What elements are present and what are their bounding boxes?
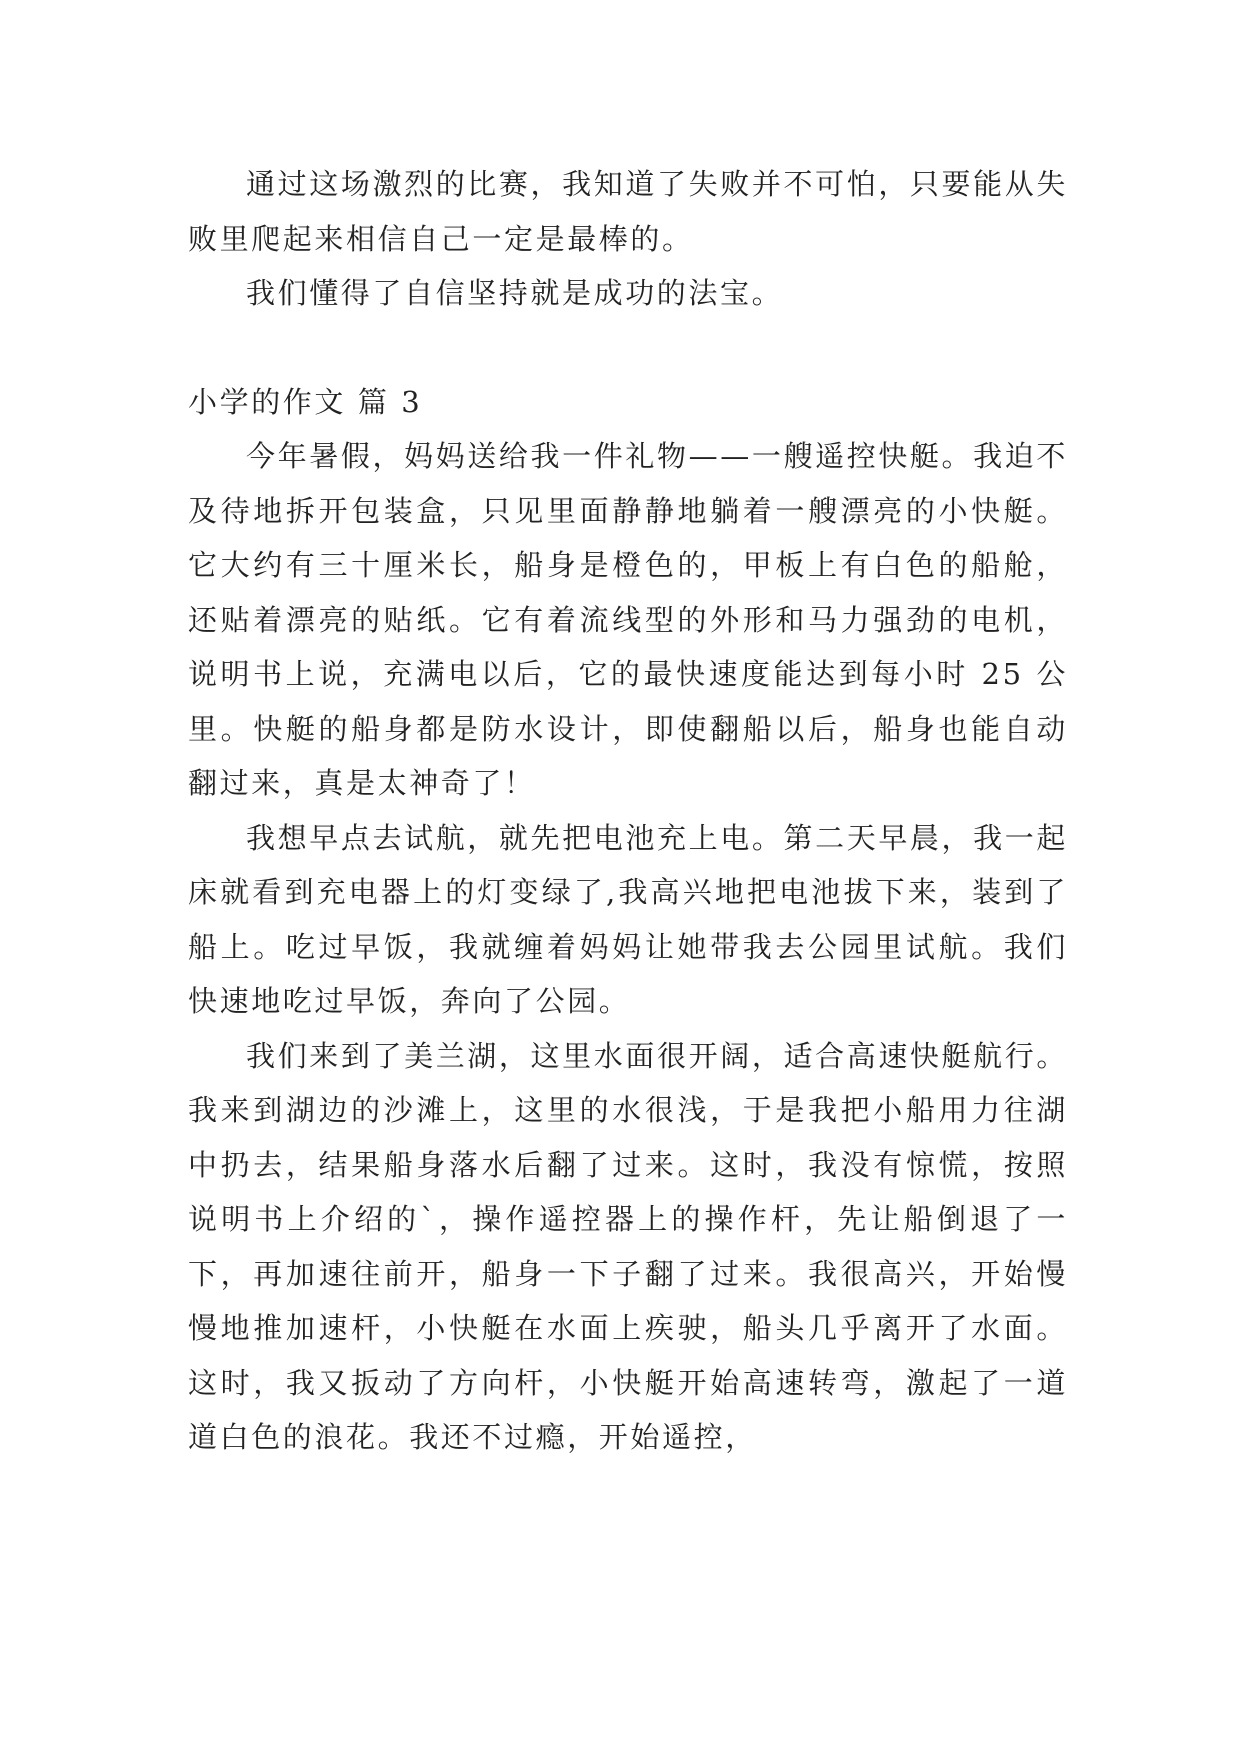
paragraph: 我们懂得了自信坚持就是成功的法宝。 <box>246 276 784 310</box>
section-title: 小学的作文 篇 3 <box>188 384 423 419</box>
paragraph: 我想早点去试航，就先把电池充上电。第二天早晨，我一起床就看到充电器上的灯变绿了,我高兴地把电池拔下来，装到了船上。吃过早饭，我就缠着妈妈让她带我去公园里试航。我们快速地吃过早饭，奔向了公园。 <box>188 820 1068 1018</box>
paragraph: 今年暑假，妈妈送给我一件礼物——一艘遥控快艇。我迫不及待地拆开包装盒，只见里面静静地躺着一艘漂亮的小快艇。它大约有三十厘米长，船身是橙色的，甲板上有白色的船舱，还贴着漂亮的贴纸。它有着流线型的外形和马力强劲的电机，说明书上说，充满电以后，它的最快速度能达到每小时 25 公里。快艇的船身都是防水设计，即使翻船以后，船身也能自动翻过来，真是太神奇了！ <box>188 439 1068 800</box>
paragraph: 我们来到了美兰湖，这里水面很开阔，适合高速快艇航行。我来到湖边的沙滩上，这里的水很浅，于是我把小船用力往湖中扔去，结果船身落水后翻了过来。这时，我没有惊慌，按照说明书上介绍的`，操作遥控器上的操作杆，先让船倒退了一下，再加速往前开，船身一下子翻了过来。我很高兴，开始慢慢地推加速杆，小快艇在水面上疾驶，船头几乎离开了水面。这时，我又扳动了方向杆，小快艇开始高速转弯，激起了一道道白色的浪花。我还不过瘾，开始遥控， <box>188 1038 1068 1454</box>
document-body <box>188 157 1068 1465</box>
paragraph: 通过这场激烈的比赛，我知道了失败并不可怕，只要能从失败里爬起来相信自己一定是最棒的。 <box>188 167 1068 256</box>
